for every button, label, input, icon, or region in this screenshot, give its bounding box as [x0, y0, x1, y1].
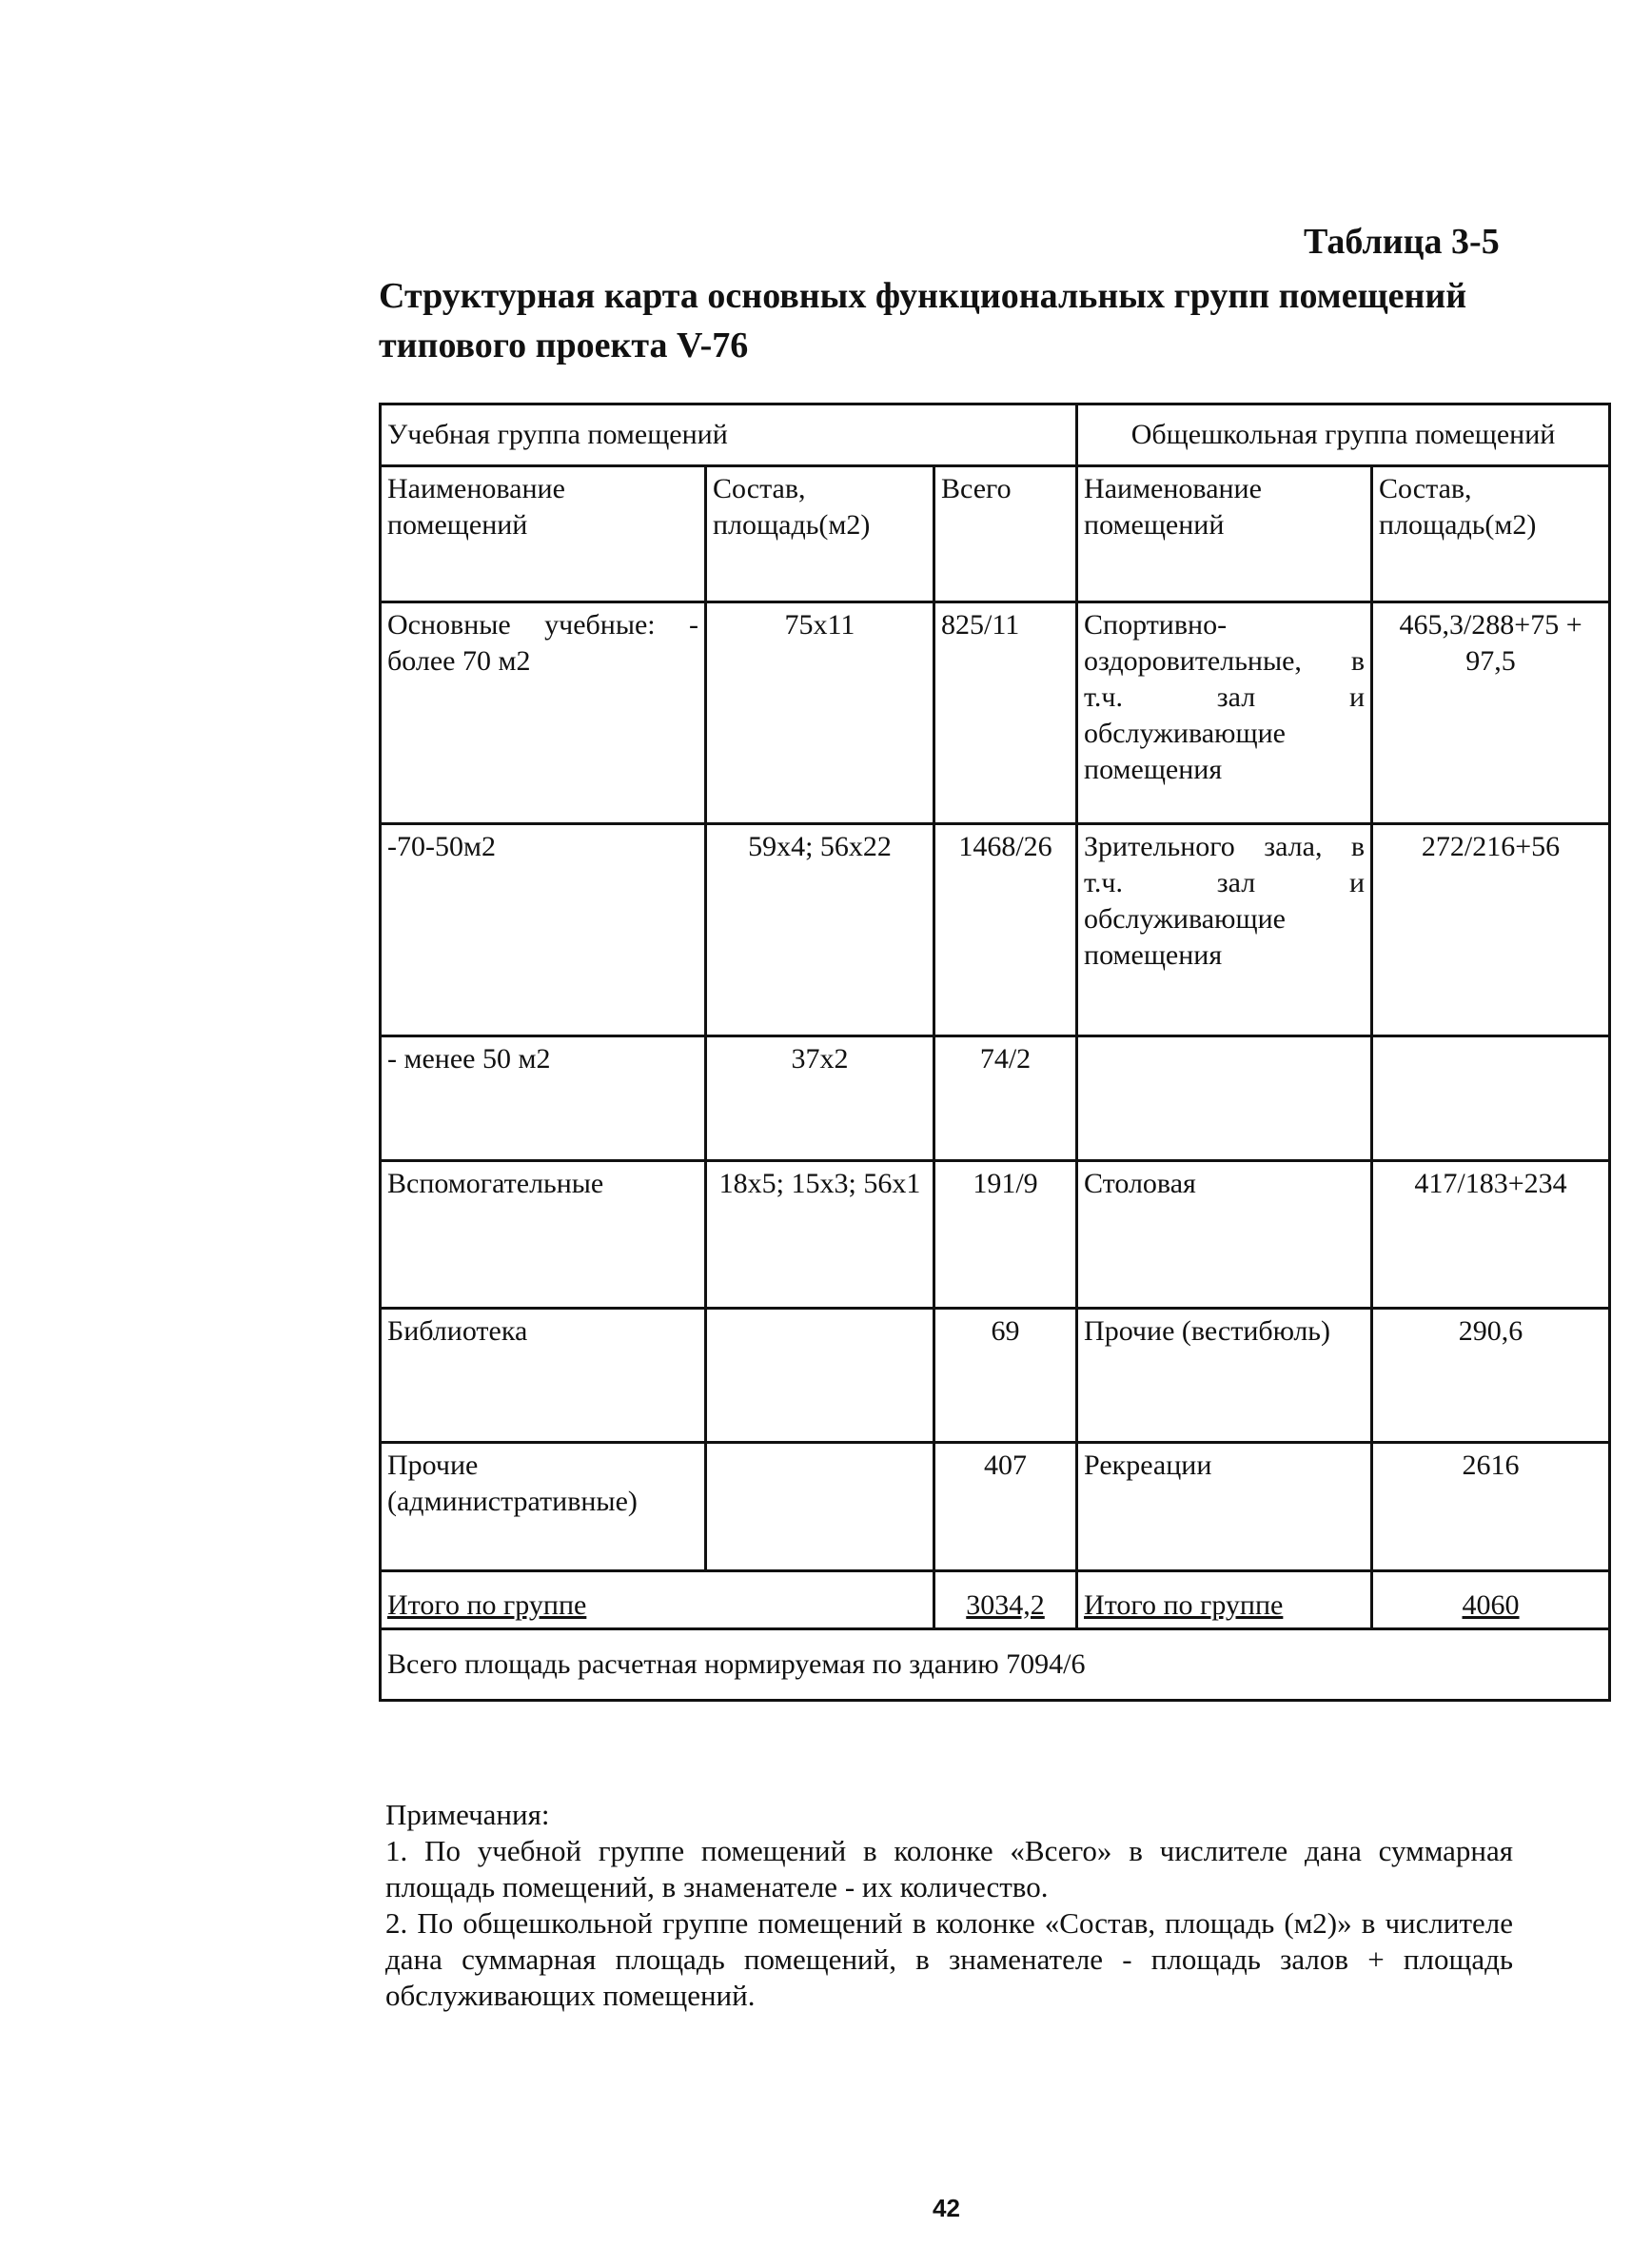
cell-total: 69 — [934, 1309, 1077, 1443]
grand-total: Всего площадь расчетная нормируемая по зданию 7094/6 — [381, 1629, 1610, 1701]
cell-name: Прочие (административные) — [381, 1443, 706, 1571]
table-row — [381, 1036, 1610, 1161]
cell-composition-2: 417/183+234 — [1372, 1161, 1610, 1309]
cell-composition: 37х2 — [706, 1036, 934, 1161]
table-label: Таблица 3-5 — [1304, 222, 1500, 262]
col-header-composition: Состав, площадь(м2) — [706, 466, 934, 602]
cell-name-2: Прочие (вестибюль) — [1077, 1309, 1372, 1443]
table-row — [381, 1309, 1610, 1443]
cell-name-2 — [1077, 1036, 1372, 1161]
total-value: 3034,2 — [934, 1571, 1077, 1629]
study-group-header: Учебная группа помещений — [381, 404, 1077, 466]
title-line-2: типового проекта V-76 — [379, 325, 749, 365]
cell-total: 407 — [934, 1443, 1077, 1571]
cell-name: -70-50м2 — [381, 824, 706, 1036]
col-header-composition-2: Состав, площадь(м2) — [1372, 466, 1610, 602]
cell-total: 74/2 — [934, 1036, 1077, 1161]
note-2: 2. По общешкольной группе помещений в колонке «Состав, площадь (м2)» в числителе дана суммарная площадь помещений, в знаменателе - площадь залов + площадь обслуживающих помещений. — [385, 1906, 1513, 2012]
total-label-2: Итого по группе — [1077, 1571, 1372, 1629]
total-label: Итого по группе — [381, 1571, 934, 1629]
table-row — [381, 602, 1610, 824]
totals-row — [381, 1571, 1610, 1629]
table-row — [381, 1161, 1610, 1309]
cell-name: - менее 50 м2 — [381, 1036, 706, 1161]
cell-composition-2 — [1372, 1036, 1610, 1161]
structure-table — [379, 403, 1611, 1702]
column-header-row — [381, 466, 1610, 602]
cell-total: 825/11 — [934, 602, 1077, 824]
cell-name: Основные учебные: - более 70 м2 — [381, 602, 706, 824]
col-header-name-2: Наименование помещений — [1077, 466, 1372, 602]
cell-name: Вспомогательные — [381, 1161, 706, 1309]
cell-total: 1468/26 — [934, 824, 1077, 1036]
group-header-row — [381, 404, 1610, 466]
cell-composition-2: 465,3/288+75 + 97,5 — [1372, 602, 1610, 824]
cell-composition-2: 272/216+56 — [1372, 824, 1610, 1036]
col-header-name: Наименование помещений — [381, 466, 706, 602]
cell-composition — [706, 1443, 934, 1571]
page-number: 42 — [933, 2194, 960, 2222]
notes-heading: Примечания: — [385, 1798, 550, 1831]
cell-composition: 18х5; 15х3; 56х1 — [706, 1161, 934, 1309]
notes — [385, 1797, 1513, 2014]
col-header-total: Всего — [934, 466, 1077, 602]
grand-total-row — [381, 1629, 1610, 1701]
cell-composition-2: 290,6 — [1372, 1309, 1610, 1443]
cell-name: Библиотека — [381, 1309, 706, 1443]
table-row — [381, 824, 1610, 1036]
cell-name-2: Спортивно-оздоровительные, в т.ч. зал и обслуживающие помещения — [1077, 602, 1372, 824]
cell-name-2: Рекреации — [1077, 1443, 1372, 1571]
total-value-2: 4060 — [1372, 1571, 1610, 1629]
cell-composition — [706, 1309, 934, 1443]
cell-name-2: Столовая — [1077, 1161, 1372, 1309]
document-title — [379, 271, 1521, 370]
title-line-1: Структурная карта основных функциональных групп помещений — [379, 276, 1467, 316]
cell-composition: 59х4; 56х22 — [706, 824, 934, 1036]
school-group-header: Общешкольная группа помещений — [1077, 404, 1610, 466]
cell-total: 191/9 — [934, 1161, 1077, 1309]
note-1: 1. По учебной группе помещений в колонке «Всего» в числителе дана суммарная площадь помещений, в знаменателе - их количество. — [385, 1834, 1513, 1903]
cell-composition: 75х11 — [706, 602, 934, 824]
cell-composition-2: 2616 — [1372, 1443, 1610, 1571]
table-row — [381, 1443, 1610, 1571]
cell-name-2: Зрительного зала, в т.ч. зал и обслуживающие помещения — [1077, 824, 1372, 1036]
